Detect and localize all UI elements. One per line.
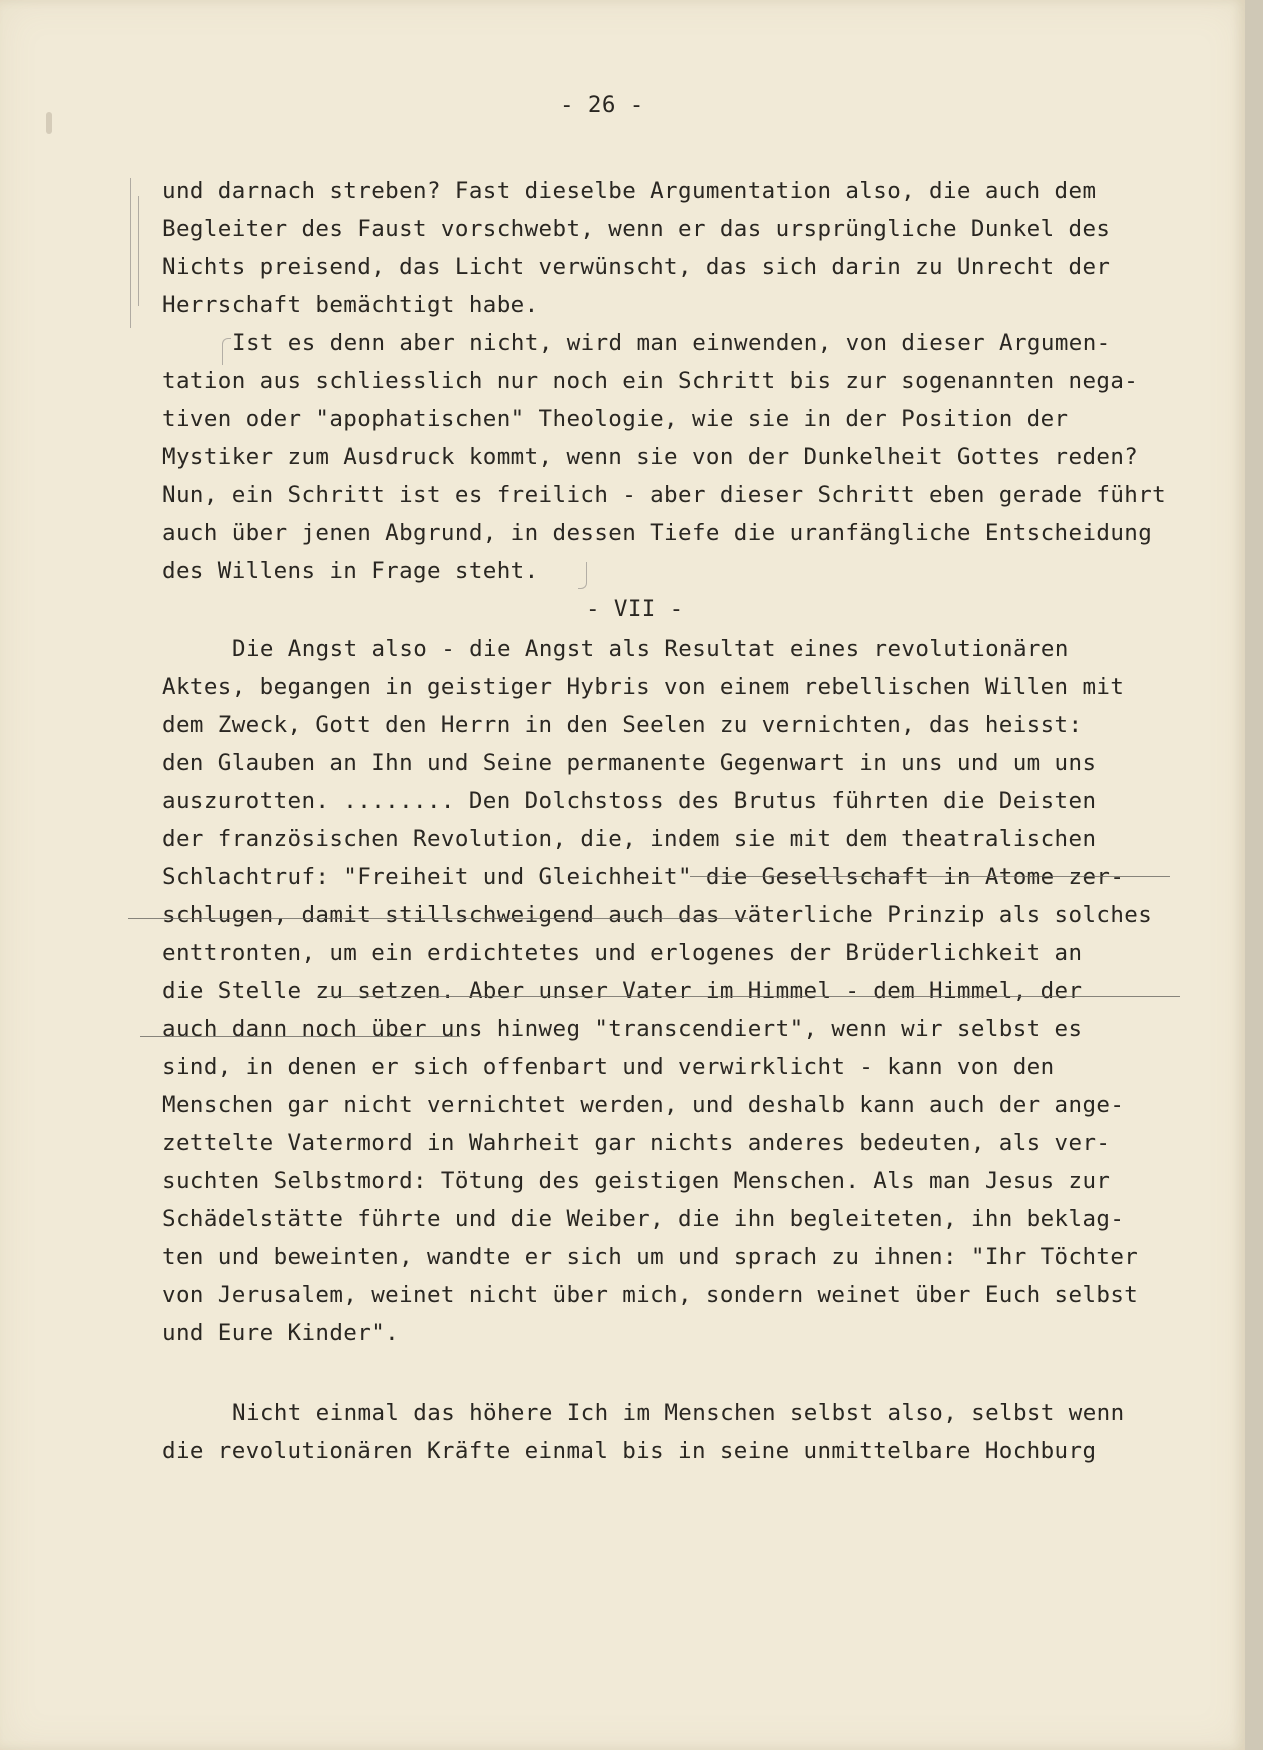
- text-line: Nun, ein Schritt ist es freilich - aber dieser Schritt eben gerade führt: [162, 482, 1167, 508]
- text-line: der französischen Revolution, die, indem sie mit dem theatralischen: [162, 826, 1097, 852]
- text-line: Die Angst also - die Angst als Resultat eines revolutionären: [232, 636, 1069, 662]
- text-line: Herrschaft bemächtigt habe.: [162, 292, 539, 318]
- pencil-margin-line: [130, 178, 131, 328]
- strikethrough-line: [318, 996, 1180, 997]
- text-line: enttronten, um ein erdichtetes und erlogenes der Brüderlichkeit an: [162, 940, 1083, 966]
- section-heading: - VII -: [586, 596, 684, 622]
- text-line: auch über jenen Abgrund, in dessen Tiefe die uranfängliche Entscheidung: [162, 520, 1153, 546]
- pencil-bracket-close: [578, 562, 587, 589]
- text-line: suchten Selbstmord: Tötung des geistigen Menschen. Als man Jesus zur: [162, 1168, 1111, 1194]
- text-line: von Jerusalem, weinet nicht über mich, sondern weinet über Euch selbst: [162, 1282, 1139, 1308]
- text-line: Begleiter des Faust vorschwebt, wenn er das ursprüngliche Dunkel des: [162, 216, 1111, 242]
- text-line: dem Zweck, Gott den Herrn in den Seelen zu vernichten, das heisst:: [162, 712, 1083, 738]
- text-line: Schädelstätte führte und die Weiber, die ihn begleiteten, ihn beklag-: [162, 1206, 1125, 1232]
- strikethrough-line: [128, 918, 748, 919]
- text-line: Aktes, begangen in geistiger Hybris von einem rebellischen Willen mit: [162, 674, 1125, 700]
- page-edge: [1245, 0, 1263, 1750]
- text-line: Schlachtruf: "Freiheit und Gleichheit" die Gesellschaft in Atome zer-: [162, 864, 1125, 890]
- page-number: - 26 -: [560, 92, 644, 118]
- strikethrough-line: [690, 876, 1170, 877]
- text-line: tation aus schliesslich nur noch ein Schritt bis zur sogenannten nega-: [162, 368, 1139, 394]
- pencil-margin-line: [138, 196, 139, 306]
- text-line: Ist es denn aber nicht, wird man einwenden, von dieser Argumen-: [232, 330, 1111, 356]
- text-line: ten und beweinten, wandte er sich um und sprach zu ihnen: "Ihr Töchter: [162, 1244, 1139, 1270]
- text-line: auch dann noch über uns hinweg "transcendiert", wenn wir selbst es: [162, 1016, 1083, 1042]
- text-line: und Eure Kinder".: [162, 1320, 400, 1346]
- pencil-bracket-open: [222, 338, 231, 365]
- text-line: Nicht einmal das höhere Ich im Menschen selbst also, selbst wenn: [232, 1400, 1125, 1426]
- text-line: Mystiker zum Ausdruck kommt, wenn sie von der Dunkelheit Gottes reden?: [162, 444, 1139, 470]
- text-line: und darnach streben? Fast dieselbe Argumentation also, die auch dem: [162, 178, 1097, 204]
- text-line: auszurotten. ........ Den Dolchstoss des Brutus führten die Deisten: [162, 788, 1097, 814]
- text-line: die Stelle zu setzen. Aber unser Vater im Himmel - dem Himmel, der: [162, 978, 1083, 1004]
- text-line: tiven oder "apophatischen" Theologie, wie sie in der Position der: [162, 406, 1069, 432]
- text-line: schlugen, damit stillschweigend auch das väterliche Prinzip als solches: [162, 902, 1153, 928]
- text-line: die revolutionären Kräfte einmal bis in seine unmittelbare Hochburg: [162, 1438, 1097, 1464]
- paper-smudge: [46, 112, 52, 134]
- text-line: den Glauben an Ihn und Seine permanente Gegenwart in uns und um uns: [162, 750, 1097, 776]
- text-line: sind, in denen er sich offenbart und verwirklicht - kann von den: [162, 1054, 1055, 1080]
- text-line: Nichts preisend, das Licht verwünscht, das sich darin zu Unrecht der: [162, 254, 1111, 280]
- strikethrough-line: [140, 1036, 460, 1037]
- text-line: Menschen gar nicht vernichtet werden, und deshalb kann auch der ange-: [162, 1092, 1125, 1118]
- text-line: des Willens in Frage steht.: [162, 558, 539, 584]
- text-line: zettelte Vatermord in Wahrheit gar nichts anderes bedeuten, als ver-: [162, 1130, 1111, 1156]
